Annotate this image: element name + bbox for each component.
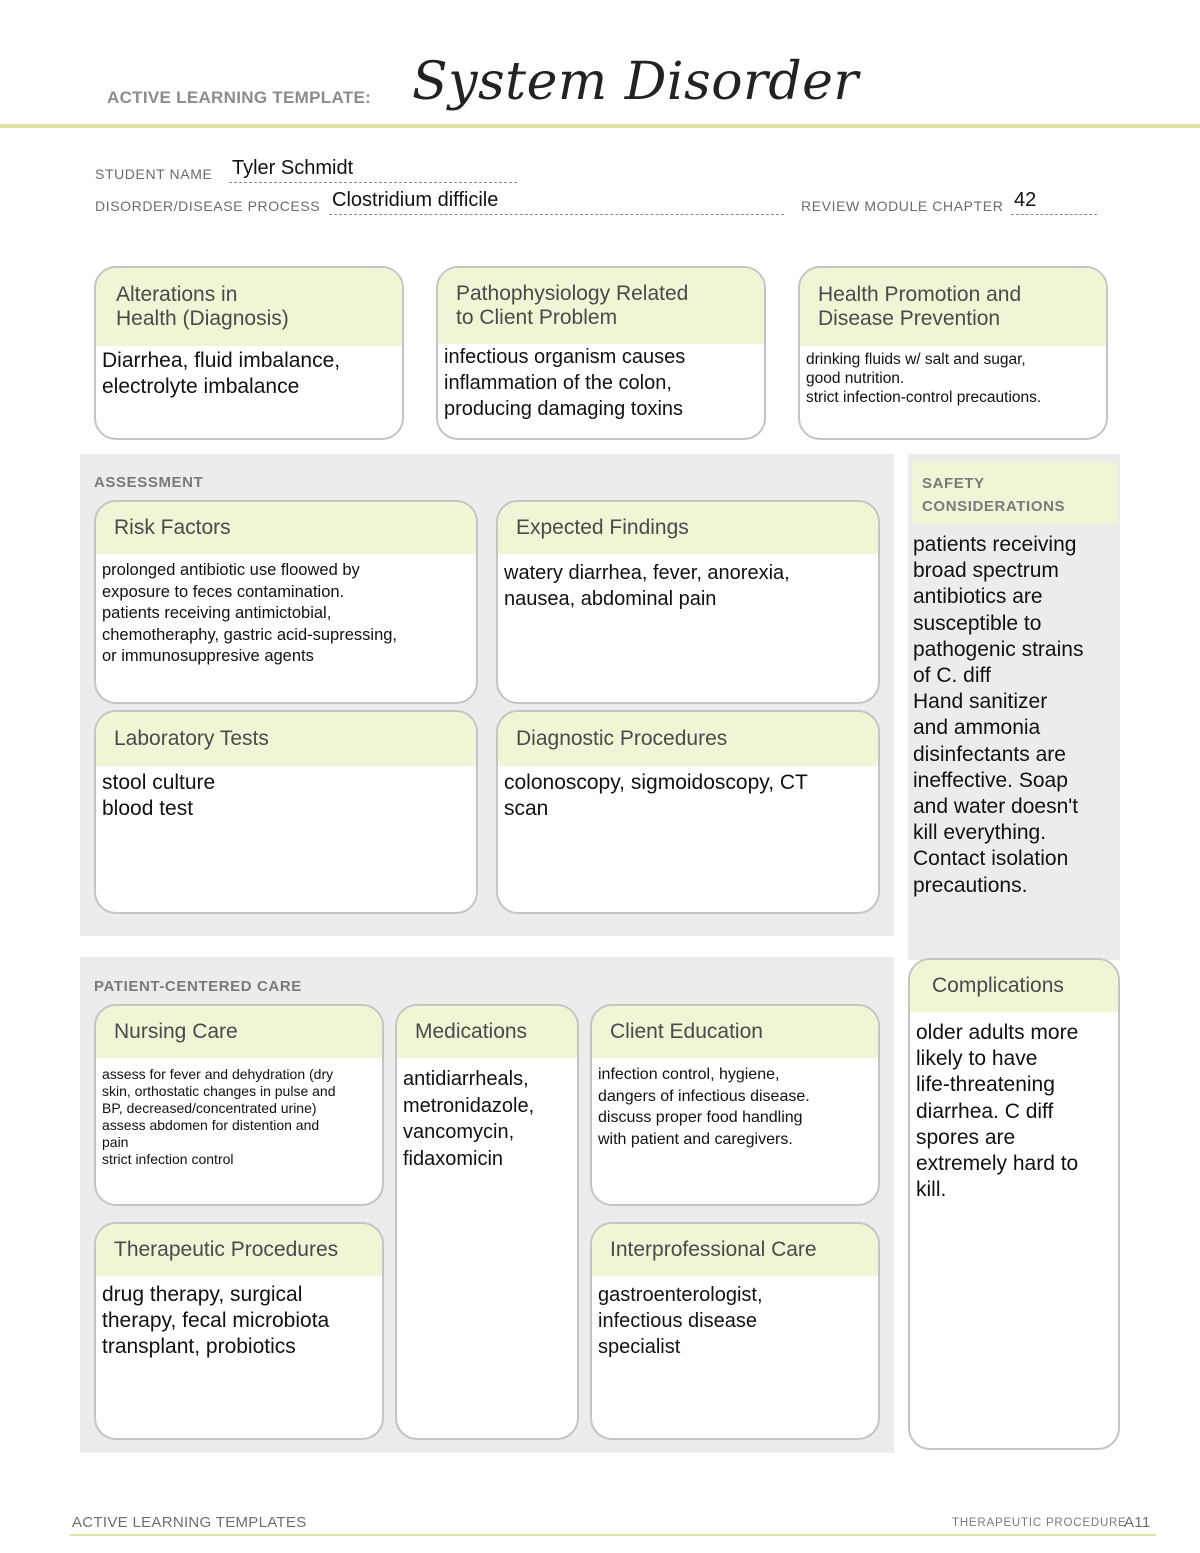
alterations-title: Alterations in Health (Diagnosis)	[96, 268, 402, 346]
laboratory-tests-title: Laboratory Tests	[96, 712, 476, 766]
header-rule	[0, 124, 1200, 128]
risk-factors-content[interactable]: prolonged antibiotic use floowed by exposure to feces contamination. patients receiving antimictobial, chemotheraphy, gastric acid-supressing, or immunosuppresive agents	[102, 561, 398, 665]
chapter-field[interactable]	[1011, 189, 1097, 215]
risk-factors-title: Risk Factors	[96, 502, 476, 554]
laboratory-tests-content[interactable]: stool culture blood test	[102, 771, 216, 820]
diagnostic-procedures-title: Diagnostic Procedures	[498, 712, 878, 766]
chapter-label: REVIEW MODULE CHAPTER	[801, 198, 1004, 214]
pathophysiology-box	[436, 266, 766, 440]
health-promotion-title: Health Promotion and Disease Prevention	[800, 268, 1106, 346]
student-name-field[interactable]	[229, 157, 517, 183]
safety-label: SAFETY CONSIDERATIONS	[922, 475, 1066, 515]
medications-content[interactable]: antidiarrheals, metronidazole, vancomycin, fidaxomicin	[403, 1068, 535, 1170]
student-name-label: STUDENT NAME	[95, 166, 213, 182]
client-education-box	[590, 1004, 880, 1206]
therapeutic-procedures-content[interactable]: drug therapy, surgical therapy, fecal microbiota transplant, probiotics	[102, 1283, 330, 1358]
nursing-care-content[interactable]: assess for fever and dehydration (dry skin, orthostatic changes in pulse and BP, decreased/concentrated urine) assess abdomen for distention and pain strict infection control	[102, 1066, 336, 1167]
chapter-value: 42	[1014, 189, 1037, 211]
footer-rule	[70, 1534, 1156, 1536]
therapeutic-procedures-box	[94, 1222, 384, 1440]
expected-findings-content[interactable]: watery diarrhea, fever, anorexia, nausea, abdominal pain	[504, 562, 790, 610]
footer-title: ACTIVE LEARNING TEMPLATES	[72, 1514, 307, 1531]
diagnostic-procedures-content[interactable]: colonoscopy, sigmoidoscopy, CT scan	[504, 771, 808, 820]
nursing-care-box	[94, 1004, 384, 1206]
complications-title: Complications	[910, 960, 1118, 1012]
disorder-field[interactable]	[329, 189, 784, 215]
pathophysiology-content[interactable]: infectious organism causes inflammation of the colon, producing damaging toxins	[444, 346, 686, 420]
assessment-label: ASSESSMENT	[94, 474, 204, 491]
risk-factors-box	[94, 500, 478, 704]
nursing-care-title: Nursing Care	[96, 1006, 382, 1058]
footer-section-label: THERAPEUTIC PROCEDURE	[952, 1517, 1127, 1529]
patient-centered-care-label: PATIENT-CENTERED CARE	[94, 978, 302, 995]
complications-content[interactable]: older adults more likely to have life-threatening diarrhea. C diff spores are extremely hard to kill.	[916, 1021, 1079, 1202]
laboratory-tests-box	[94, 710, 478, 914]
interprofessional-care-title: Interprofessional Care	[592, 1224, 878, 1276]
interprofessional-care-content[interactable]: gastroenterologist, infectious disease specialist	[598, 1284, 763, 1358]
pathophysiology-title: Pathophysiology Related to Client Problem	[438, 268, 764, 344]
medications-title: Medications	[397, 1006, 577, 1058]
therapeutic-procedures-title: Therapeutic Procedures	[96, 1224, 382, 1276]
disorder-label: DISORDER/DISEASE PROCESS	[95, 198, 321, 214]
safety-content[interactable]: patients receiving broad spectrum antibiotics are susceptible to pathogenic strains of C. diff Hand sanitizer and ammonia disinfectants are ineffective. Soap and water doesn't kill everything. Contact isolation precautions.	[913, 533, 1084, 897]
health-promotion-box	[798, 266, 1108, 440]
diagnostic-procedures-box	[496, 710, 880, 914]
expected-findings-box	[496, 500, 880, 704]
alterations-content[interactable]: Diarrhea, fluid imbalance, electrolyte imbalance	[102, 349, 341, 398]
template-label: ACTIVE LEARNING TEMPLATE:	[107, 88, 372, 107]
client-education-content[interactable]: infection control, hygiene, dangers of infectious disease. discuss proper food handling with patient and caregivers.	[598, 1066, 810, 1148]
disorder-value: Clostridium difficile	[332, 189, 499, 211]
complications-box	[908, 958, 1120, 1450]
alterations-box	[94, 266, 404, 440]
student-name-value: Tyler Schmidt	[232, 157, 354, 179]
interprofessional-care-box	[590, 1222, 880, 1440]
expected-findings-title: Expected Findings	[498, 502, 878, 554]
health-promotion-content[interactable]: drinking fluids w/ salt and sugar, good nutrition. strict infection-control precautions.	[806, 351, 1042, 406]
client-education-title: Client Education	[592, 1006, 878, 1058]
page-number: A11	[1124, 1514, 1151, 1531]
page-title: System Disorder	[412, 52, 859, 112]
medications-box	[395, 1004, 579, 1440]
